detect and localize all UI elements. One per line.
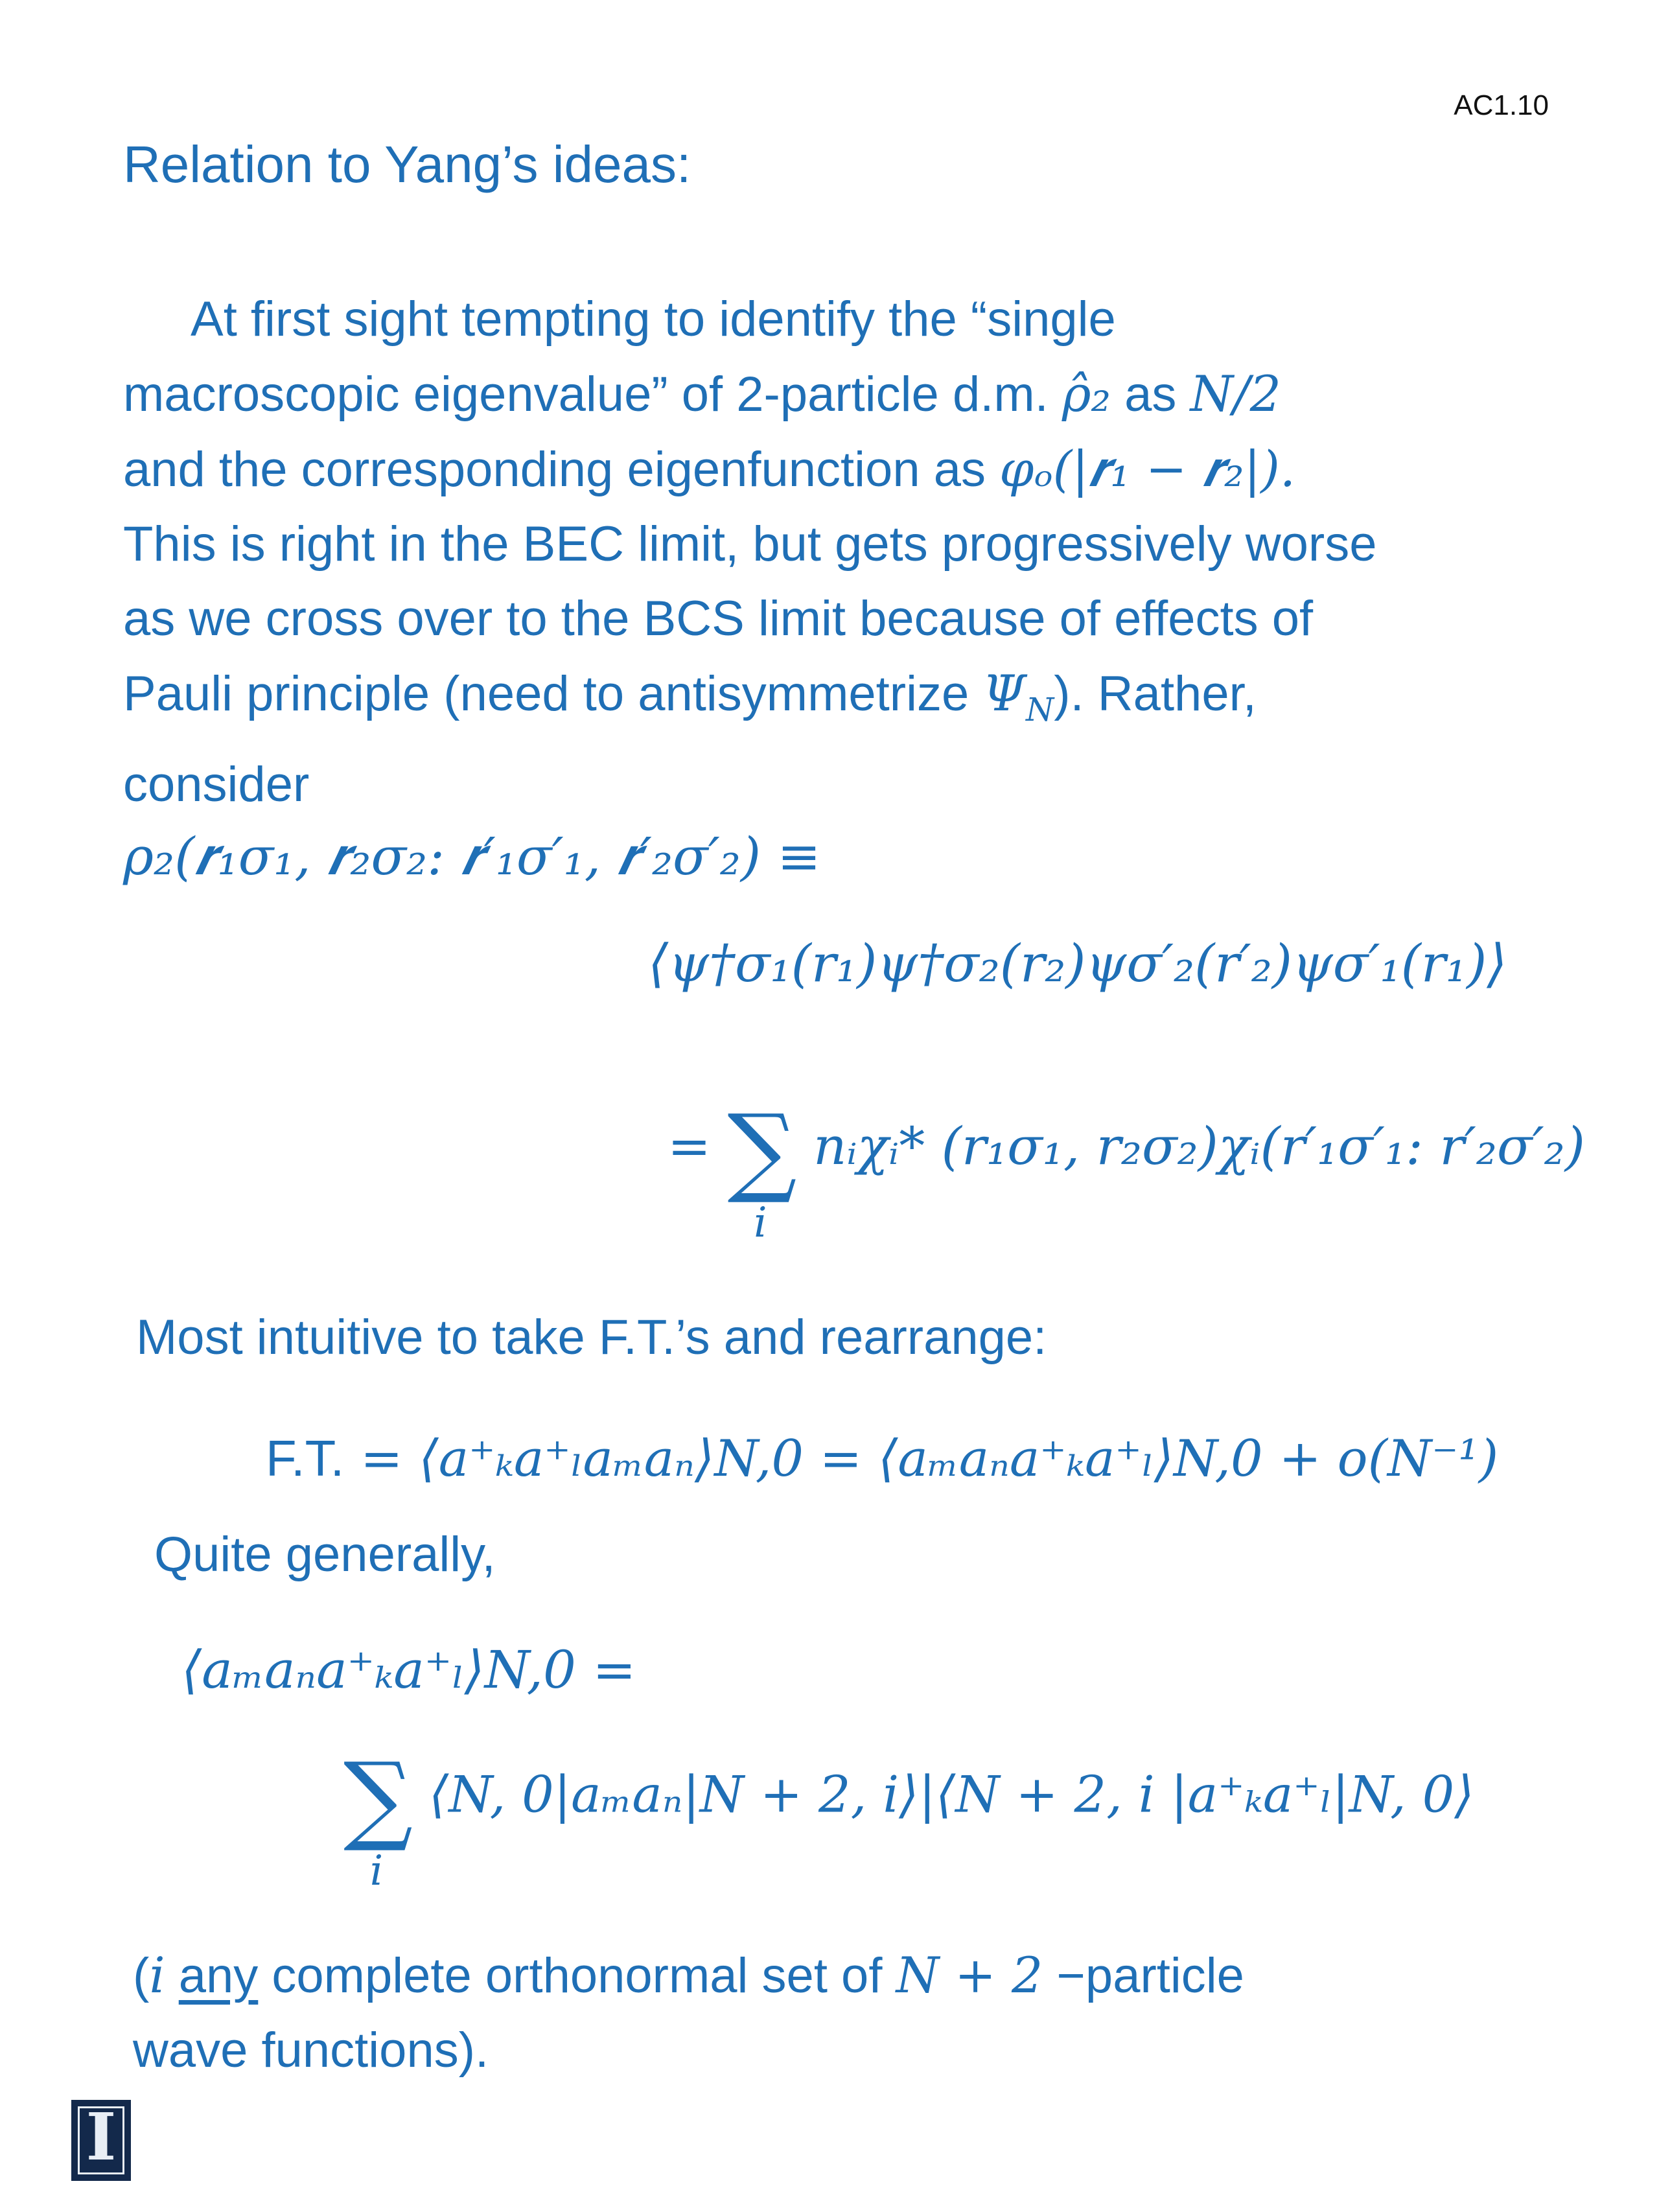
- paragraph-line-2: [123, 356, 1581, 432]
- fourier-transform-equation: [266, 1429, 1498, 1488]
- eigenfunction-symbol: φₒ(|𝒓₁ − 𝒓₂|).: [999, 440, 1296, 498]
- paragraph-line-1: At first sight tempting to identify the “single: [191, 292, 1116, 347]
- sum-index: i: [754, 1199, 767, 1247]
- ft-equation-body: = ⟨a⁺ₖa⁺ₗaₘaₙ⟩N,0 = ⟨aₘaₙa⁺ₖa⁺ₗ⟩N,0 + o(N⁻¹): [344, 1430, 1499, 1488]
- intro-paragraph: [123, 282, 1581, 822]
- note-i-symbol: i: [149, 1946, 165, 2004]
- slide-heading: Relation to Yang’s ideas:: [123, 135, 691, 193]
- general-sum-equation: [343, 1742, 1474, 1895]
- note-n-plus-2: N + 2: [896, 1946, 1043, 2004]
- n-over-2: N/2: [1190, 365, 1281, 423]
- general-sum-body: ⟨N, 0|aₘaₙ|N + 2, i⟩|⟨N + 2, i |a⁺ₖa⁺ₗ|N, 0⟩: [428, 1765, 1474, 1824]
- paragraph-line-6: [123, 656, 1581, 747]
- note-text-b: −particle: [1043, 1948, 1244, 2003]
- paragraph-line-6-rather: ). Rather,: [1054, 666, 1257, 721]
- logo-letter: I: [86, 2099, 117, 2175]
- paragraph-line-4: This is right in the BEC limit, but gets progressively worse: [123, 517, 1377, 572]
- sum-index: i: [369, 1847, 384, 1895]
- note-text-a: complete orthonormal set of: [258, 1948, 896, 2003]
- paragraph-line-2-text: macroscopic eigenvalue” of 2-particle d.m.: [123, 367, 1062, 422]
- summation: [727, 1094, 797, 1247]
- note-line-2: wave functions).: [133, 2023, 489, 2078]
- psi-subscript: N: [1026, 691, 1054, 729]
- note-line-1: [133, 1938, 1244, 2013]
- psi-symbol: Ψ: [982, 664, 1027, 722]
- summation: [343, 1742, 413, 1895]
- rho2-definition-equation: ρ₂(𝒓₁σ₁, 𝒓₂σ₂: 𝒓′₁σ′₁, 𝒓′₂σ′₂) ≡: [123, 826, 821, 887]
- university-logo: [71, 2100, 131, 2181]
- general-lhs-equation: ⟨aₘaₙa⁺ₖa⁺ₗ⟩N,0 =: [181, 1640, 636, 1700]
- paragraph-line-3: [123, 432, 1581, 507]
- paragraph-line-6-text: Pauli principle (need to antisymmetrize: [123, 666, 983, 721]
- eigen-expansion-equation: [667, 1094, 1585, 1247]
- slide-number: AC1.10: [1454, 89, 1549, 121]
- paragraph-line-5: as we cross over to the BCS limit because of effects of: [123, 591, 1314, 646]
- ft-label: F.T.: [266, 1430, 345, 1487]
- equals-sign: =: [667, 1116, 712, 1176]
- logo-border: [78, 2099, 124, 2175]
- sum-sign: ∑: [343, 1742, 413, 1855]
- ft-intro-text: Most intuitive to take F.T.’s and rearrange:: [136, 1310, 1047, 1365]
- eigen-expansion-body: nᵢχᵢ* (r₁σ₁, r₂σ₂)χᵢ(r′₁σ′₁: r′₂σ′₂): [813, 1116, 1585, 1176]
- completeness-note: [133, 1938, 1244, 2088]
- note-open-paren: (: [133, 1948, 150, 2003]
- rho2-symbol: ρ̂₂: [1062, 365, 1111, 423]
- paragraph-line-2-as: as: [1111, 367, 1190, 422]
- field-operator-expectation: ⟨ψ†σ₁(r₁)ψ†σ₂(r₂)ψσ′₂(r′₂)ψσ′₁(r₁)⟩: [648, 933, 1507, 994]
- note-any-underlined: any: [178, 1948, 259, 2003]
- sum-sign: ∑: [727, 1094, 797, 1207]
- quite-generally-text: Quite generally,: [154, 1527, 496, 1582]
- paragraph-line-3-text: and the corresponding eigenfunction as: [123, 442, 1000, 497]
- paragraph-line-7: consider: [123, 757, 310, 813]
- psi-n-symbol: [982, 664, 1054, 729]
